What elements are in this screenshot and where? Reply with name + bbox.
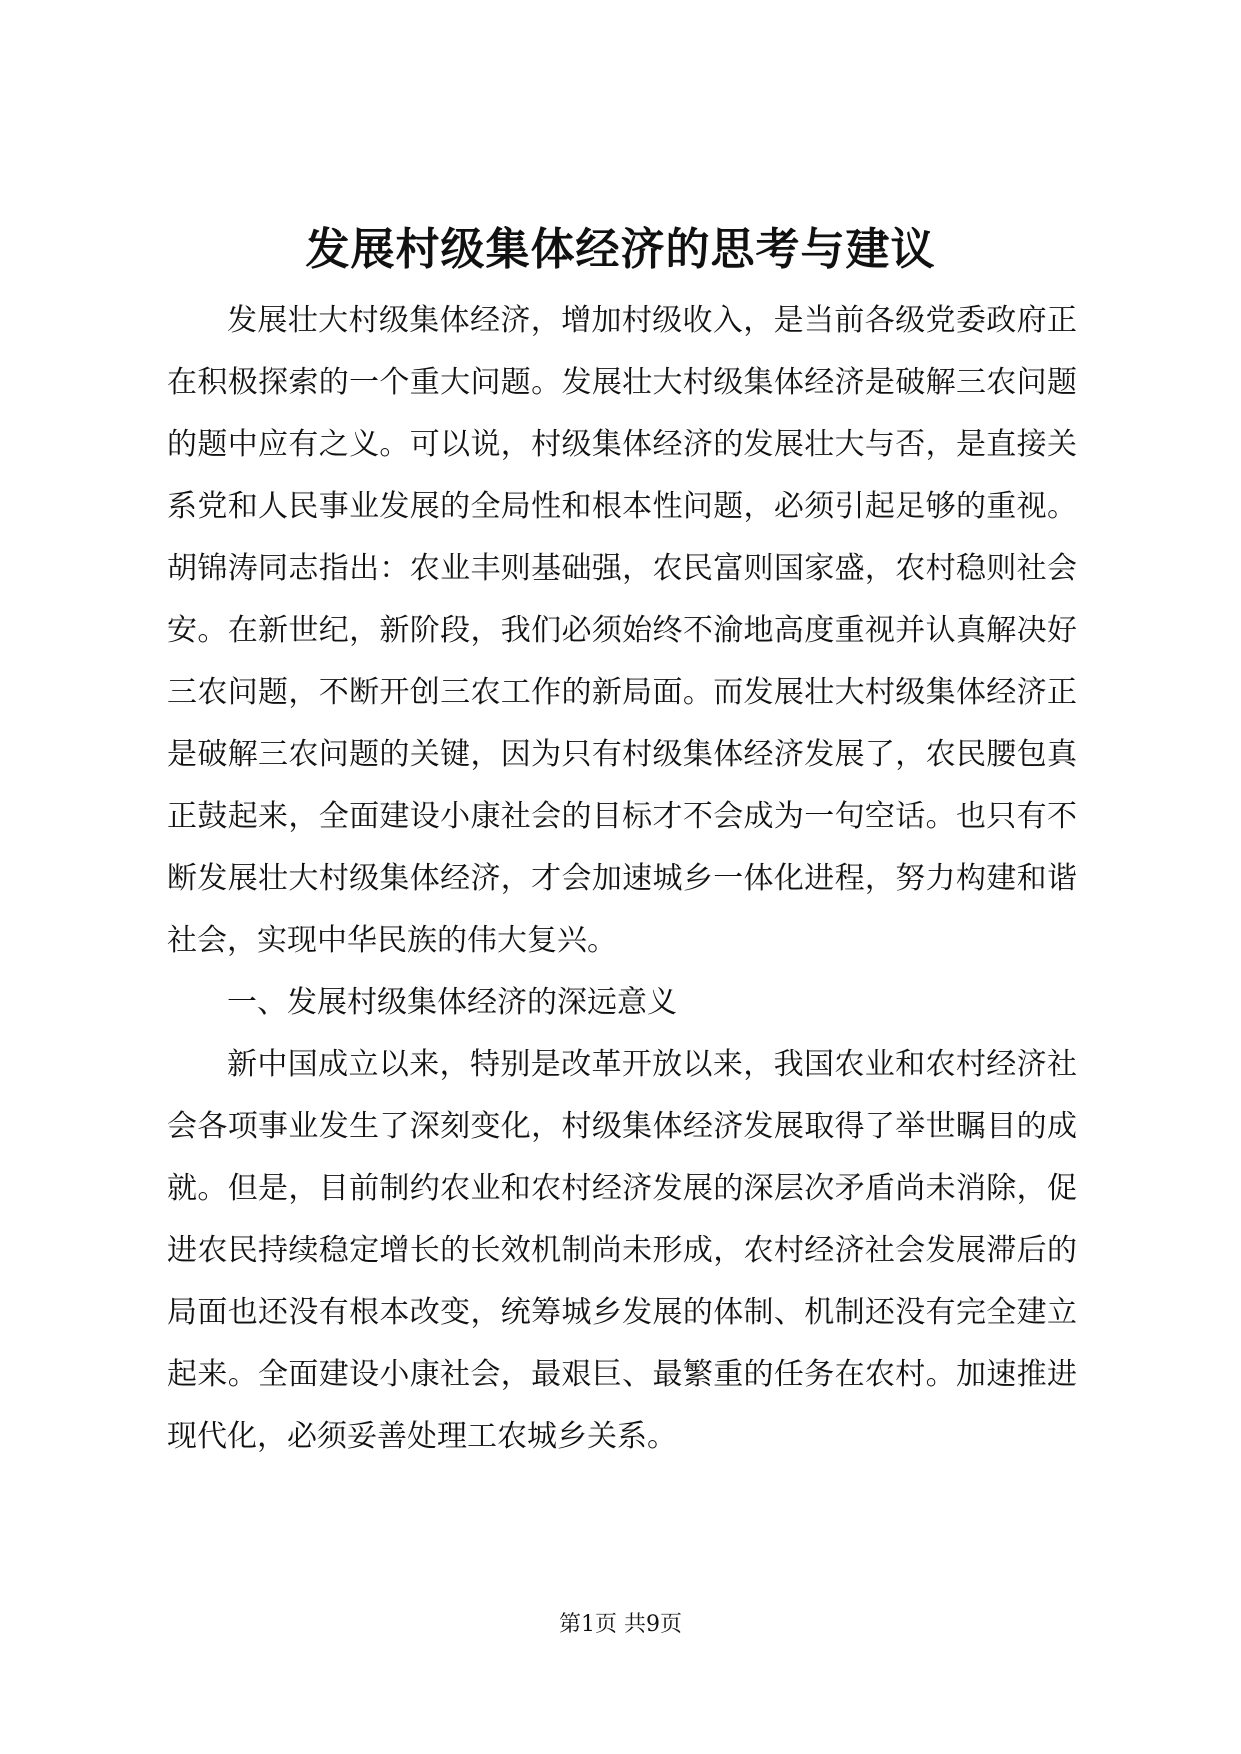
paragraph-intro: 发展壮大村级集体经济，增加村级收入，是当前各级党委政府正在积极探索的一个重大问题。发展壮大村级集体经济是破解三农问题的题中应有之义。可以说，村级集体经济的发展壮大与否，是直接关系党和人民事业发展的全局性和根本性问题，必须引起足够的重视。胡锦涛同志指出：农业丰则基础强，农民富则国家盛，农村稳则社会安。在新世纪，新阶段，我们必须始终不渝地高度重视并认真解决好三农问题，不断开创三农工作的新局面。而发展壮大村级集体经济正是破解三农问题的关键，因为只有村级集体经济发展了，农民腰包真正鼓起来，全面建设小康社会的目标才不会成为一句空话。也只有不断发展壮大村级集体经济，才会加速城乡一体化进程，努力构建和谐社会，实现中华民族的伟大复兴。 — [167, 303, 1077, 958]
document-title: 发展村级集体经济的思考与建议 — [305, 224, 936, 275]
page-number-footer: 第1页 共9页 — [559, 1612, 682, 1637]
document-body — [167, 290, 1077, 1468]
paragraph-section-1: 新中国成立以来，特别是改革开放以来，我国农业和农村经济社会各项事业发生了深刻变化，村级集体经济发展取得了举世瞩目的成就。但是，目前制约农业和农村经济发展的深层次矛盾尚未消除，促进农民持续稳定增长的长效机制尚未形成，农村经济社会发展滞后的局面也还没有根本改变，统筹城乡发展的体制、机制还没有完全建立起来。全面建设小康社会，最艰巨、最繁重的任务在农村。加速推进现代化，必须妥善处理工农城乡关系。 — [167, 1047, 1077, 1454]
section-heading-1: 一、发展村级集体经济的深远意义 — [227, 985, 677, 1020]
